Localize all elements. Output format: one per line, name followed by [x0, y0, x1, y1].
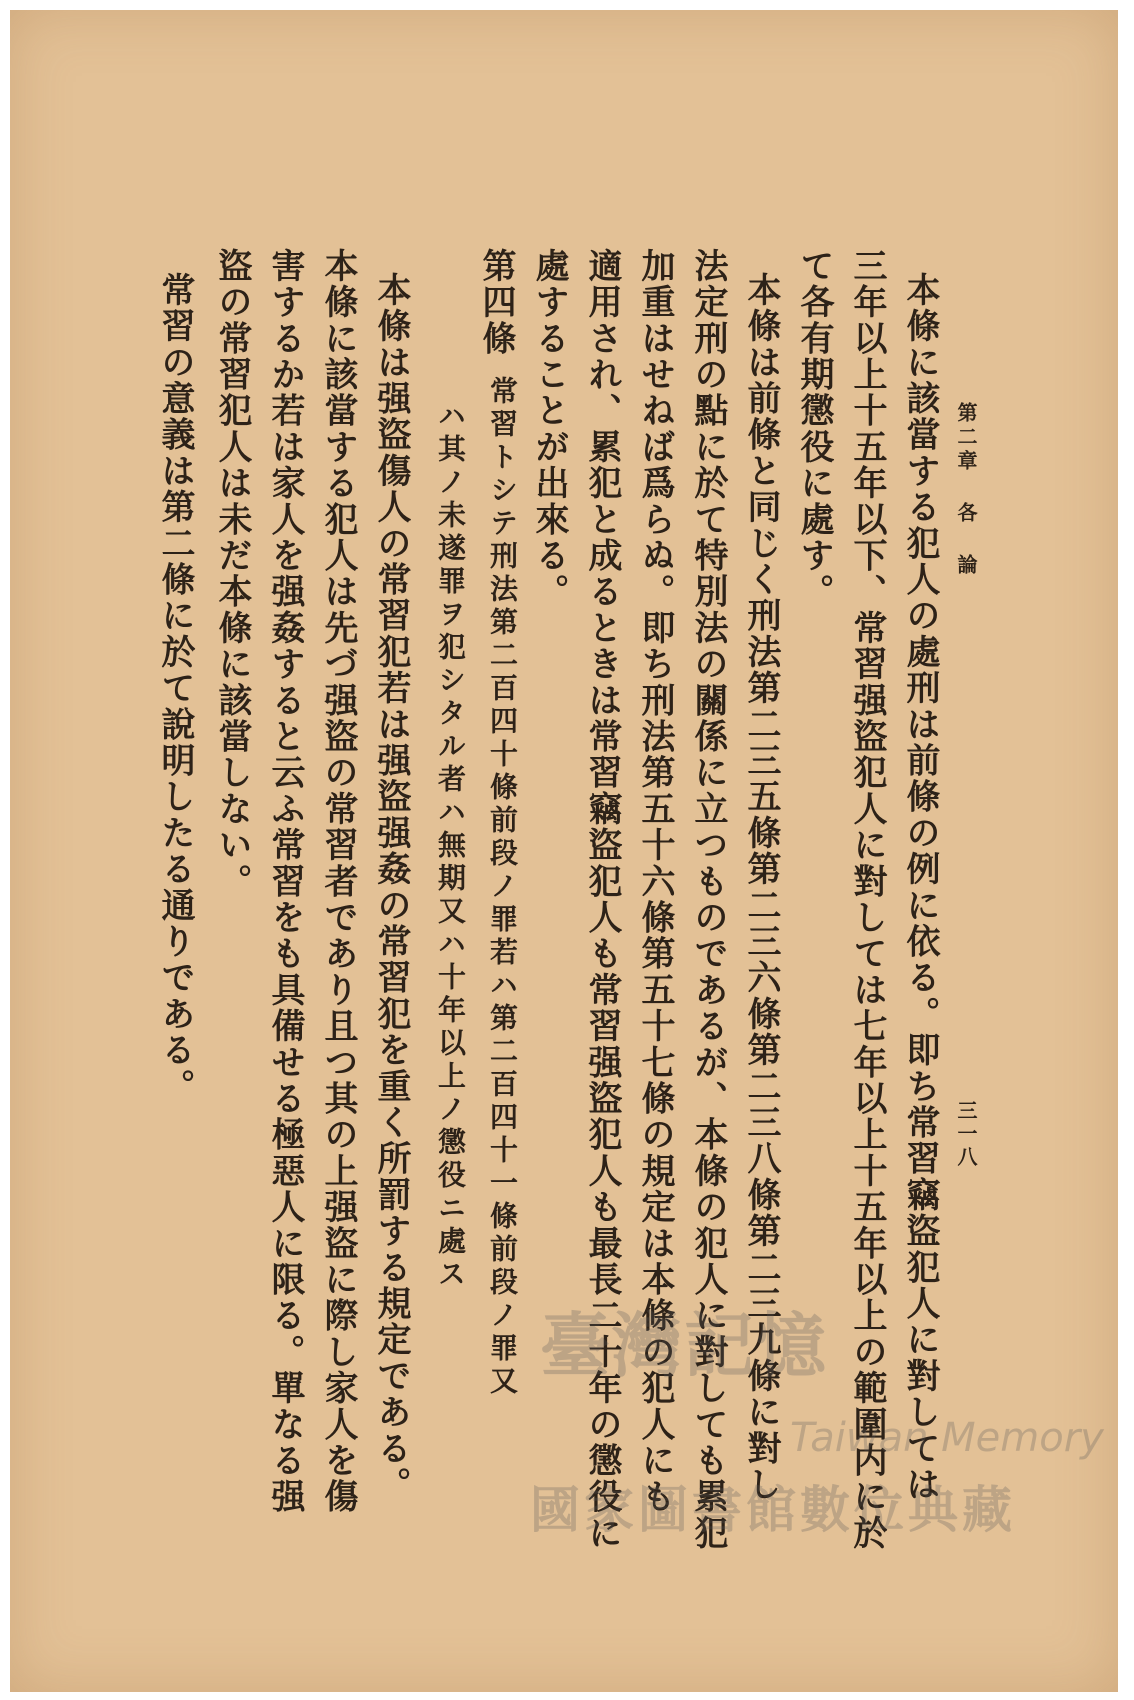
article-text-line-2: ハ其ノ未遂罪ヲ犯シタル者ハ無期又ハ十年以上ノ懲役ニ處ス — [434, 401, 467, 1292]
body-column-1: 本條に該當する犯人の處刑は前條の例に依る。即ち常習竊盜犯人に對しては — [900, 272, 940, 1503]
body-column-4: 本條は前條と同じく刑法第二三五條第二三六條第二三八條第二三九條に對し — [741, 272, 781, 1503]
body-column-8: 處することが出來る。 — [529, 248, 569, 610]
commentary-column-1: 本條は强盜傷人の常習犯若は强盜强姦の常習犯を重く所罰する規定である。 — [371, 272, 411, 1503]
body-column-5: 法定刑の點に於て特別法の關係に立つものであるが、本條の犯人に對しても累犯 — [688, 248, 728, 1552]
body-column-7: 適用され、累犯と成るときは常習竊盜犯人も常習强盜犯人も最長二十年の懲役に — [582, 248, 622, 1552]
body-column-3: て各有期懲役に處す。 — [794, 248, 834, 610]
book-page — [10, 10, 1118, 1692]
body-column-6: 加重はせねば爲らぬ。即ち刑法第五十六條第五十七條の規定は本條の犯人にも — [635, 248, 675, 1515]
watermark-english: Taiwan Memory — [790, 1415, 1104, 1461]
running-header: 第二章 各 論 — [954, 402, 978, 578]
commentary-column-5: 常習の意義は第二條に於て說明したる通りである。 — [155, 272, 195, 1105]
commentary-column-3: 害するか若は家人を强姦すると云ふ常習をも具備せる極惡人に限る。單なる强 — [265, 248, 305, 1515]
page-number: 三一八 — [954, 1100, 978, 1169]
body-column-2: 三年以上十五年以下、常習强盜犯人に對しては七年以上十五年以上の範圍内に於 — [847, 248, 887, 1552]
article-heading: 第四條 — [476, 248, 516, 357]
watermark-title: 臺灣記憶 — [540, 1305, 828, 1387]
commentary-column-4: 盜の常習犯人は未だ本條に該當しない。 — [212, 248, 252, 900]
commentary-column-2: 本條に該當する犯人は先づ强盜の常習者であり且つ其の上强盜に際し家人を傷 — [318, 248, 358, 1515]
watermark-library: 國家圖書館數位典藏 — [530, 1481, 1016, 1539]
article-text-line-1: 常習トシテ刑法第二百四十條前段ノ罪若ハ第二百四十一條前段ノ罪又 — [486, 376, 519, 1399]
